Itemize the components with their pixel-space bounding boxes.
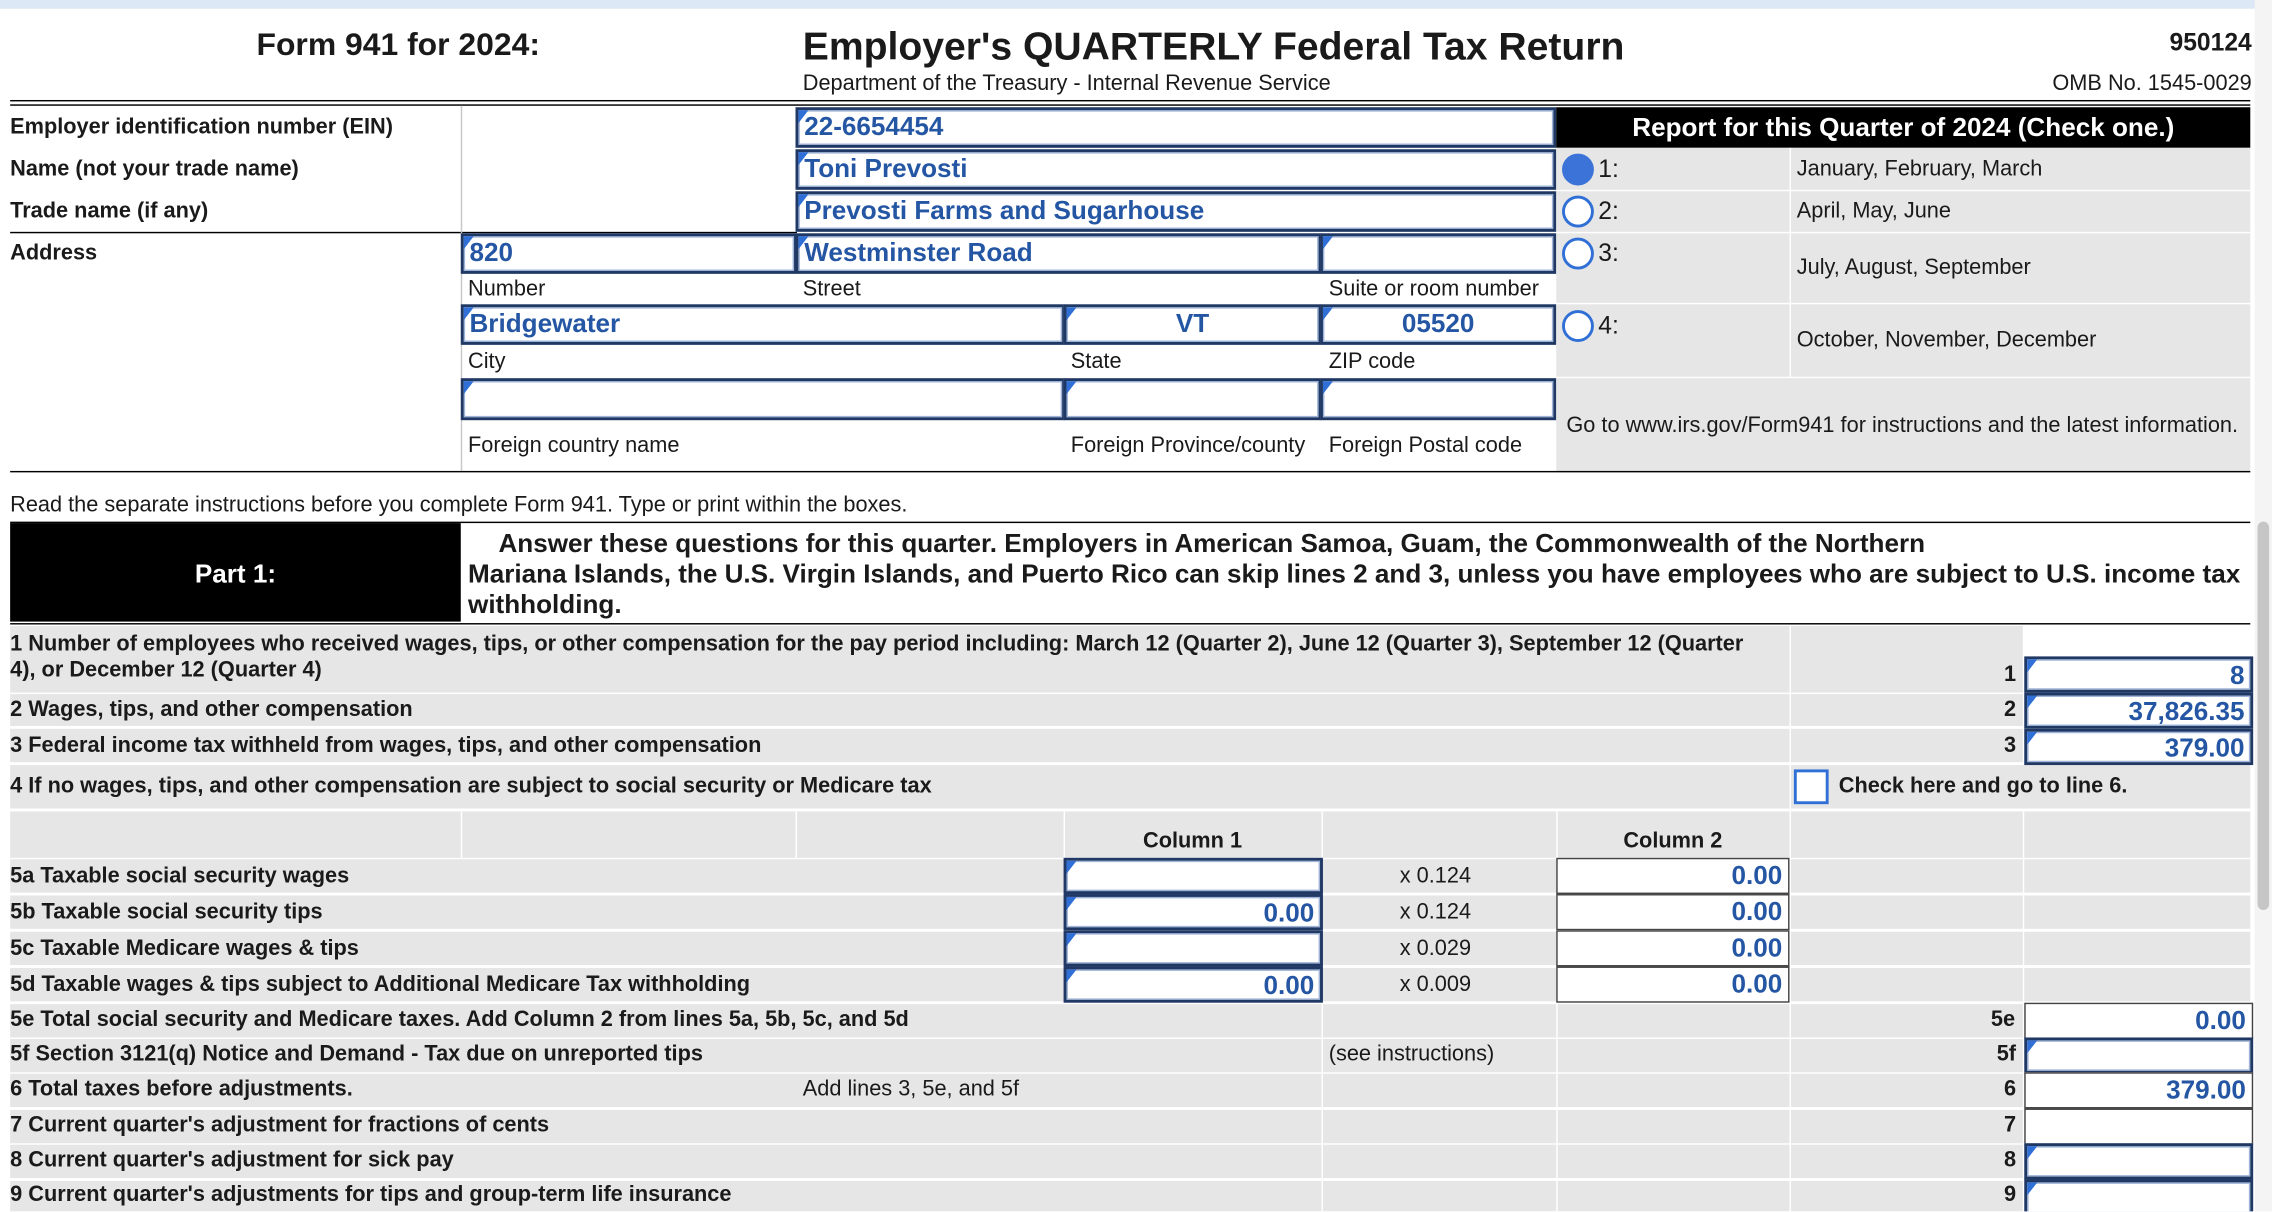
line-8-field[interactable] [2024,1143,2253,1179]
quarter-3-months: July, August, September [1796,255,2031,280]
line-2-number: 2 [2003,696,2017,722]
line-1-field[interactable]: 8 [2024,656,2253,692]
ein-label: Employer identification number (EIN) [10,114,393,140]
part1-text-line2: Mariana Islands, the U.S. Virgin Islands, and Puerto Rico can skip lines 2 and 3, unless you have employees who are subject to U.S. income tax [468,559,2241,589]
address-label: Address [10,240,98,266]
line-5e-text: 5e Total social security and Medicare taxes. Add Column 2 from lines 5a, 5b, 5c, and 5d [10,1007,909,1032]
foreign-country-caption: Foreign country name [468,433,680,458]
omb-number: OMB No. 1545-0029 [2052,71,2252,96]
line-7-field[interactable] [2024,1108,2253,1144]
line-5c-text: 5c Taxable Medicare wages & tips [10,936,359,961]
foreign-postal-caption: Foreign Postal code [1328,433,1523,458]
quarter-4-number: 4: [1598,311,1619,340]
line-9-field[interactable] [2024,1179,2253,1211]
scrollbar-thumb[interactable] [2258,522,2270,910]
name-label: Name (not your trade name) [10,156,299,182]
line-6-note: Add lines 3, 5e, and 5f [802,1076,1020,1102]
line-5a-text: 5a Taxable social security wages [10,863,350,889]
line-8-text: 8 Current quarter's adjustment for sick pay [10,1147,454,1173]
line-5c-column-2-value: 0.00 [1556,930,1789,966]
quarter-4-radio[interactable] [1562,310,1594,342]
top-accent-bar [0,0,2272,9]
line-7-number: 7 [2003,1112,2017,1138]
quarter-2-number: 2: [1598,197,1619,225]
quarter-3-number: 3: [1598,239,1619,267]
line-5d-column-2-value: 0.00 [1556,966,1789,1002]
part1-label: Part 1: [194,559,277,589]
line-5a-rate: x 0.124 [1399,863,1472,889]
quarter-3-radio[interactable] [1562,238,1594,270]
line-5d-rate: x 0.009 [1399,972,1472,997]
quarter-1-months: January, February, March [1796,156,2043,182]
line-5f-note: (see instructions) [1328,1041,1495,1067]
foreign-province-field[interactable] [1064,378,1322,420]
line-5f-text: 5f Section 3121(q) Notice and Demand - Tax due on unreported tips [10,1041,703,1067]
line-5e-value: 0.00 [2024,1003,2253,1039]
line-5d-text: 5d Taxable wages & tips subject to Additional Medicare Tax withholding [10,972,751,997]
header-divider-2 [10,104,2250,105]
trade-name-field[interactable]: Prevosti Farms and Sugarhouse [796,191,1557,232]
line-7-text: 7 Current quarter's adjustment for fractions of cents [10,1112,550,1138]
quarter-1-radio[interactable] [1562,154,1594,186]
line-6-value: 379.00 [2024,1072,2253,1108]
line-5e-number: 5e [1990,1007,2016,1032]
quarter-2-months: April, May, June [1796,198,1951,224]
foreign-country-field[interactable] [461,378,1065,420]
line-6-number: 6 [2003,1076,2017,1102]
name-field[interactable]: Toni Prevosti [796,149,1557,190]
line-4-check-label: Check here and go to line 6. [1838,773,2128,799]
header-divider [10,100,2250,101]
line-8-number: 8 [2003,1147,2017,1173]
line-1-text-a: 1 Number of employees who received wages, tips, or other compensation for the pay period including: March 12 (Quarter 2), June 12 (Quarter 3), September 12 (Quarter [10,631,1744,657]
line-5c-rate: x 0.029 [1399,936,1472,961]
line-5a-column-2-value: 0.00 [1556,858,1789,894]
line-9-text: 9 Current quarter's adjustments for tips and group-term life insurance [10,1182,732,1208]
state-caption: State [1070,349,1122,374]
line-5b-column-2-value: 0.00 [1556,894,1789,930]
trade-name-label: Trade name (if any) [10,198,209,224]
department-text: Department of the Treasury - Internal Revenue Service [802,71,1331,96]
quarter-heading: Report for this Quarter of 2024 (Check one.) [1632,113,2175,143]
quarter-panel-divider [1790,148,1791,377]
zip-field[interactable]: 05520 [1320,304,1556,345]
foreign-postal-field[interactable] [1320,378,1556,420]
line-4-checkbox[interactable] [1794,769,1829,804]
column-2-header: Column 2 [1623,828,1723,854]
street-field[interactable]: Westminster Road [796,233,1322,274]
quarter-1-number: 1: [1598,155,1619,183]
suite-caption: Suite or room number [1328,276,1539,302]
street-caption: Street [802,276,861,302]
part1-text-line3: withholding. [468,589,622,619]
line-6-text: 6 Total taxes before adjustments. [10,1076,353,1102]
scrollbar-track[interactable] [2255,0,2272,1211]
line-2-field[interactable]: 37,826.35 [2024,693,2253,729]
suite-field[interactable] [1320,233,1556,274]
line-5b-column-1-field[interactable]: 0.00 [1064,894,1323,930]
city-field[interactable]: Bridgewater [461,304,1065,345]
line-5a-column-1-field[interactable] [1064,858,1323,894]
line-4-text: 4 If no wages, tips, and other compensation are subject to social security or Medicare tax [10,773,932,799]
foreign-province-caption: Foreign Province/county [1070,433,1306,458]
line-2-text: 2 Wages, tips, and other compensation [10,696,413,722]
form-title: Employer's QUARTERLY Federal Tax Return [802,24,1625,69]
line-1-number: 1 [2003,662,2017,687]
line-5b-rate: x 0.124 [1399,899,1472,925]
state-field[interactable]: VT [1064,304,1322,345]
section-divider [10,471,2250,472]
quarter-heading-bar [1556,107,2250,148]
irs-info-link[interactable]: Go to www.irs.gov/Form941 for instructions and the latest information. [1566,412,2239,438]
line-5b-text: 5b Taxable social security tips [10,899,323,925]
quarter-4-months: October, November, December [1796,327,2097,353]
city-caption: City [468,349,506,374]
line-5d-column-1-field[interactable]: 0.00 [1064,966,1323,1002]
form-year-title: Form 941 for 2024: [256,26,540,63]
part1-text-line1: Answer these questions for this quarter. Employers in American Samoa, Guam, the Commonwealth of the Northern [498,528,1926,558]
quarter-2-radio[interactable] [1562,196,1594,228]
line-9-number: 9 [2003,1182,2017,1208]
ein-field[interactable]: 22-6654454 [796,107,1557,148]
address-number-field[interactable]: 820 [461,233,797,274]
line-3-field[interactable]: 379.00 [2024,729,2253,765]
line-5f-number: 5f [1996,1041,2017,1067]
line-5f-field[interactable] [2024,1037,2253,1073]
line-3-number: 3 [2003,733,2017,758]
instructions-text: Read the separate instructions before you complete Form 941. Type or print within the boxes. [10,492,908,518]
column-1-header: Column 1 [1143,828,1243,854]
zip-caption: ZIP code [1328,349,1416,374]
line-5c-column-1-field[interactable] [1064,930,1323,966]
form-code: 950124 [2169,28,2252,57]
line-1-text-b: 4), or December 12 (Quarter 4) [10,657,322,683]
number-caption: Number [468,276,546,302]
part1-label-box [10,523,461,622]
line-3-text: 3 Federal income tax withheld from wages, tips, and other compensation [10,733,762,758]
